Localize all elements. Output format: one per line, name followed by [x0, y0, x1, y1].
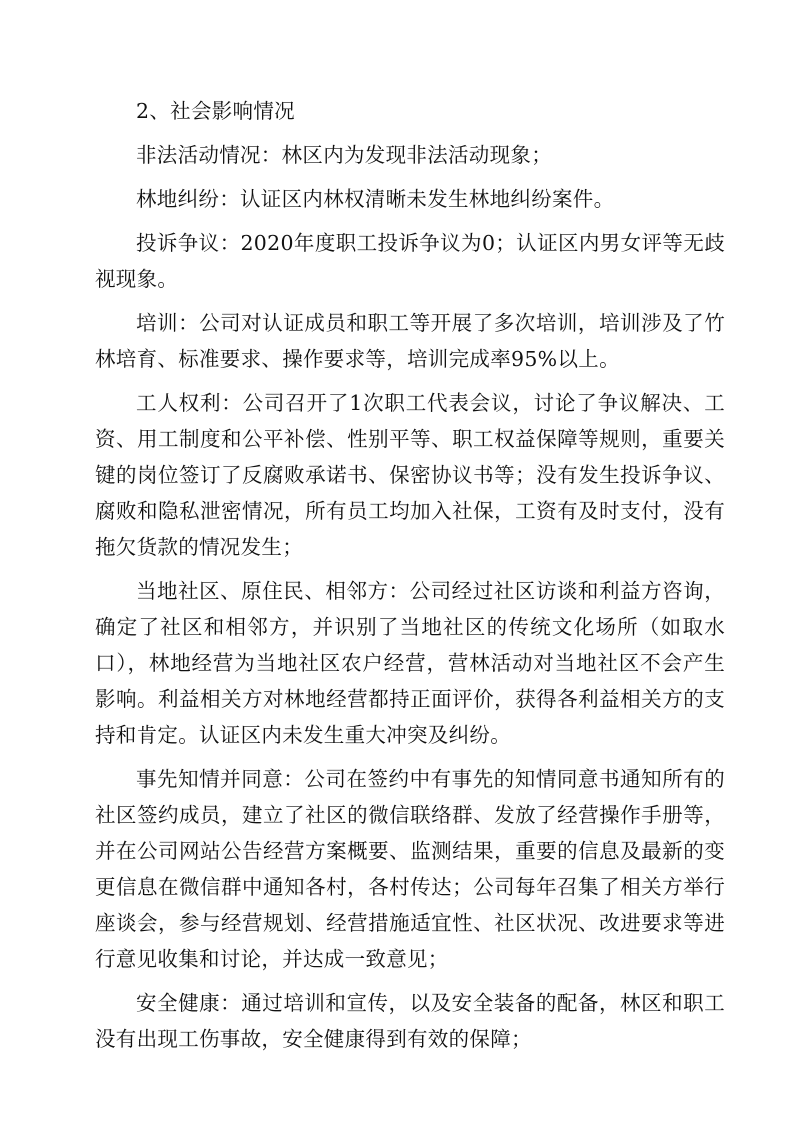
paragraph-local-community — [95, 573, 725, 753]
paragraph-label: 投诉争议： — [136, 231, 241, 255]
document-body — [95, 93, 725, 1065]
paragraph-label: 林地纠纷： — [136, 187, 240, 211]
paragraph-text: 认证区内林权清晰未发生林地纠纷案件。 — [240, 187, 615, 211]
paragraph-label: 培训： — [136, 311, 200, 335]
paragraph-worker-rights — [95, 385, 725, 565]
paragraph-text: 公司对认证成员和职工等开展了多次培训，培训涉及了竹林培育、标准要求、操作要求等，培训完成率95%以上。 — [95, 311, 725, 371]
paragraph-illegal-activity — [95, 137, 725, 173]
paragraph-safety-health — [95, 985, 725, 1057]
paragraph-land-dispute — [95, 181, 725, 217]
paragraph-text: 公司经过社区访谈和利益方咨询，确定了社区和相邻方，并识别了当地社区的传统文化场所（如取水口），林地经营为当地社区农户经营，营林活动对当地社区不会产生影响。利益相关方对林地经营都持正面评价，获得各利益相关方的支持和肯定。认证区内未发生重大冲突及纠纷。 — [95, 579, 725, 747]
paragraph-training — [95, 305, 725, 377]
paragraph-label: 非法活动情况： — [136, 143, 282, 167]
section-title: 2、社会影响情况 — [136, 99, 295, 123]
paragraph-complaints — [95, 225, 725, 297]
paragraph-text: 公司在签约中有事先的知情同意书通知所有的社区签约成员，建立了社区的微信联络群、发放了经营操作手册等，并在公司网站公告经营方案概要、监测结果，重要的信息及最新的变更信息在微信群中通知各村，各村传达；公司每年召集了相关方举行座谈会，参与经营规划、经营措施适宜性、社区状况、改进要求等进行意见收集和讨论，并达成一致意见； — [95, 767, 725, 971]
paragraph-text: 通过培训和宣传，以及安全装备的配备，林区和职工没有出现工伤事故，安全健康得到有效的保障； — [95, 991, 726, 1051]
paragraph-label: 工人权利： — [136, 391, 243, 415]
paragraph-informed-consent — [95, 761, 725, 977]
paragraph-text: 公司召开了1次职工代表会议，讨论了争议解决、工资、用工制度和公平补偿、性别平等、职工权益保障等规则，重要关键的岗位签订了反腐败承诺书、保密协议书等；没有发生投诉争议、腐败和隐私泄密情况，所有员工均加入社保，工资有及时支付，没有拖欠货款的情况发生； — [95, 391, 725, 559]
paragraph-text: 林区内为发现非法活动现象； — [281, 143, 553, 167]
paragraph-label: 当地社区、原住民、相邻方： — [136, 579, 410, 603]
paragraph-text: 2020年度职工投诉争议为0；认证区内男女评等无歧视现象。 — [95, 231, 726, 291]
paragraph-label: 事先知情并同意： — [136, 767, 305, 791]
paragraph-label: 安全健康： — [136, 991, 242, 1015]
